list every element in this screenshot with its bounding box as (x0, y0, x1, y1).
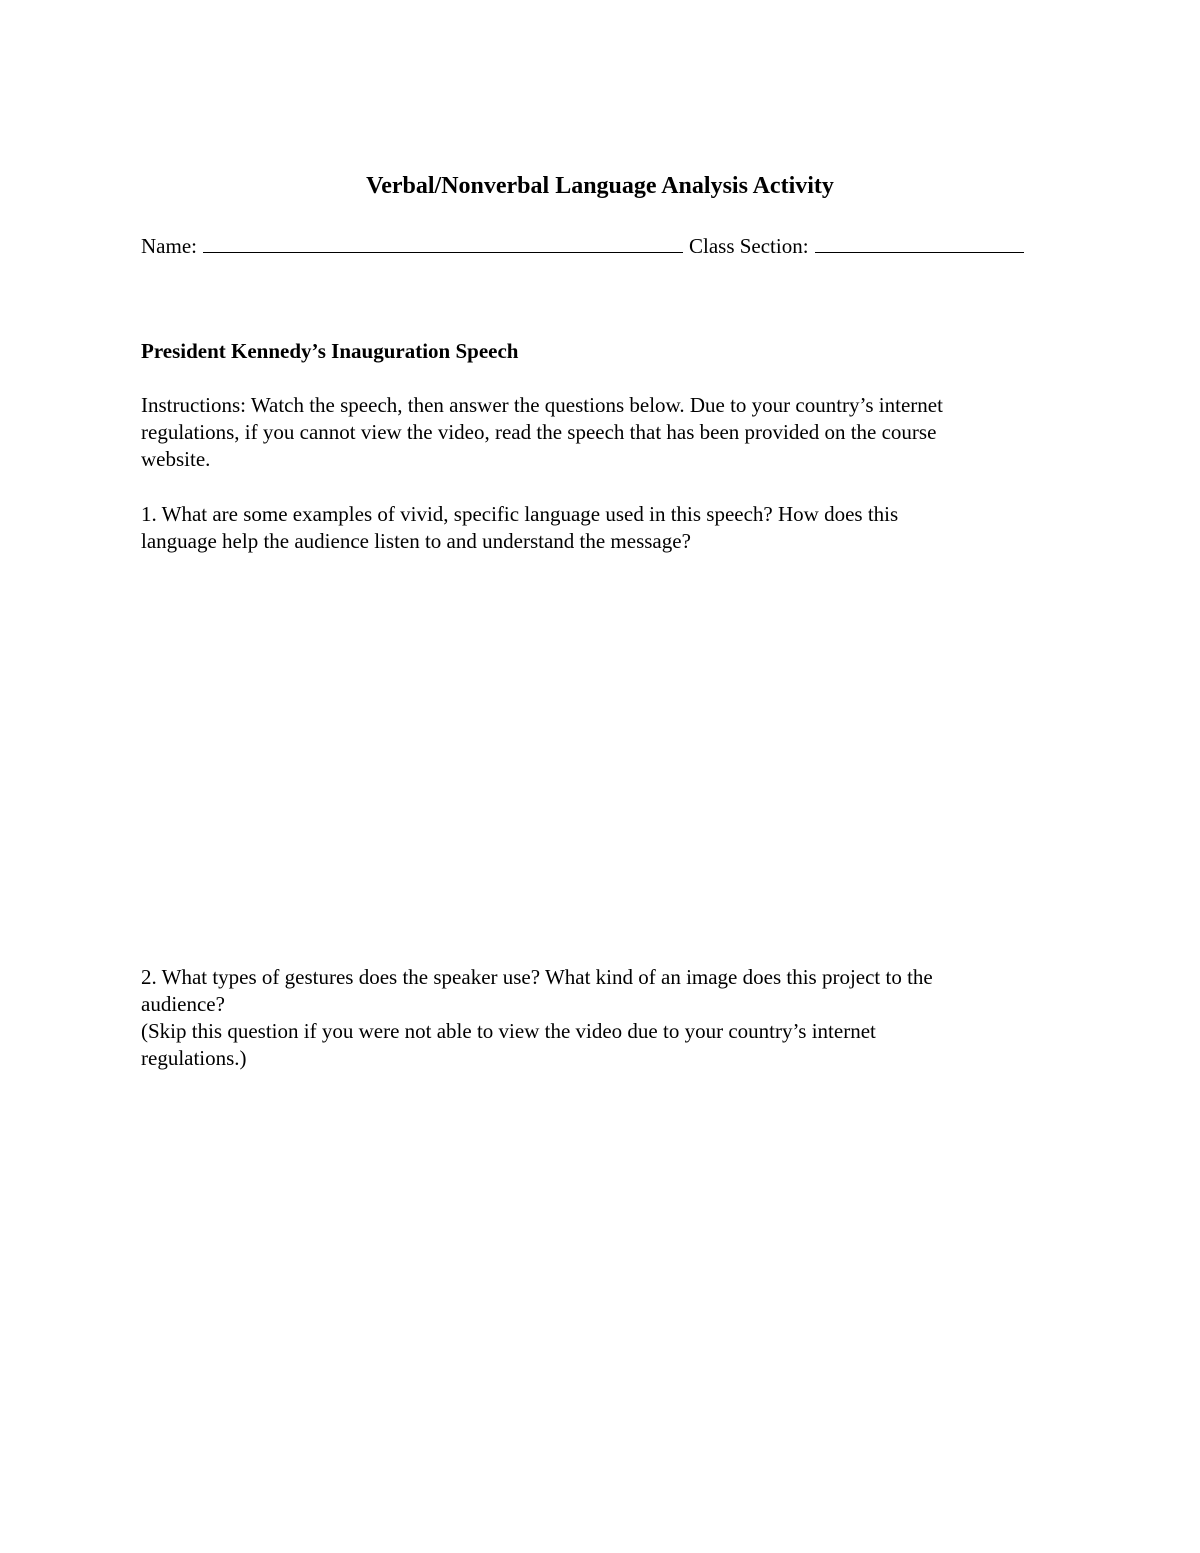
question-1 (141, 501, 1061, 555)
section-heading: President Kennedy’s Inauguration Speech (141, 339, 519, 363)
document-title: Verbal/Nonverbal Language Analysis Activity (366, 173, 834, 199)
name-blank-field[interactable] (203, 228, 683, 253)
name-label: Name: (141, 234, 197, 258)
instructions-line: Instructions: Watch the speech, then answer the questions below. Due to your country’s internet (141, 393, 943, 417)
student-info-row (141, 228, 1053, 260)
instructions-paragraph (141, 392, 1061, 473)
class-section-blank-field[interactable] (815, 228, 1024, 253)
question-2-line: regulations.) (141, 1046, 247, 1070)
question-2-line: (Skip this question if you were not able to view the video due to your country’s internet (141, 1019, 876, 1043)
instructions-line: regulations, if you cannot view the video, read the speech that has been provided on the course (141, 420, 937, 444)
question-1-line: 1. What are some examples of vivid, specific language used in this speech? How does this (141, 502, 899, 526)
question-1-line: language help the audience listen to and understand the message? (141, 529, 691, 553)
question-2-line: audience? (141, 992, 225, 1016)
question-2-line: 2. What types of gestures does the speaker use? What kind of an image does this project to the (141, 965, 933, 989)
instructions-line: website. (141, 447, 211, 471)
class-section-label: Class Section: (688, 234, 809, 258)
question-2 (141, 964, 1061, 1072)
